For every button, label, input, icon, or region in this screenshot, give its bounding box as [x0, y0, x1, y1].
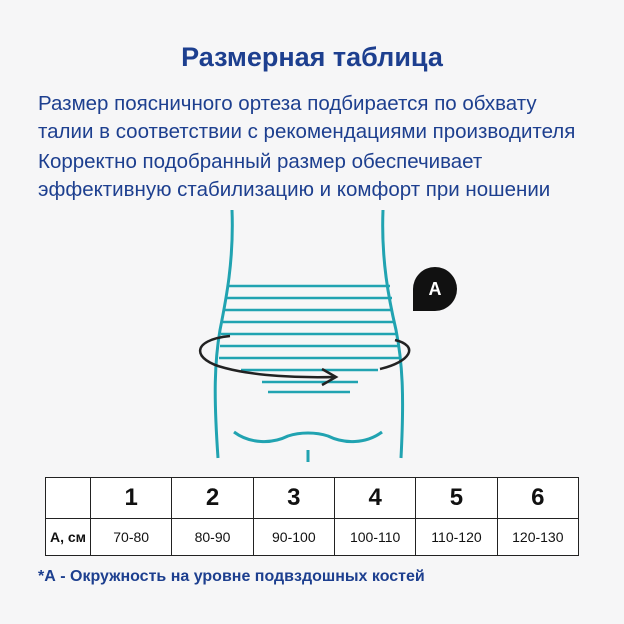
range-cell: 90-100 — [253, 519, 334, 556]
row-label: А, см — [46, 519, 91, 556]
range-cell: 100-110 — [334, 519, 415, 556]
size-cell: 2 — [172, 478, 253, 519]
intro-line-1: Размер поясничного ортеза подбирается по обхвату — [38, 92, 537, 115]
page-title: Размерная таблица — [181, 42, 443, 72]
badge-a-label: A — [428, 278, 442, 299]
pelvis-curve — [234, 432, 382, 442]
measure-arrow-tail — [380, 340, 409, 369]
benefit-line-2: эффективную стабилизацию и комфорт при ношении — [38, 178, 551, 201]
range-cell: 110-120 — [416, 519, 497, 556]
size-cell: 3 — [253, 478, 334, 519]
benefit-line-1: Корректно подобранный размер обеспечивает — [38, 150, 483, 173]
measurement-row — [46, 519, 579, 556]
size-table — [45, 477, 579, 556]
size-cell: 1 — [91, 478, 172, 519]
range-cell: 70-80 — [91, 519, 172, 556]
range-cell: 80-90 — [172, 519, 253, 556]
intro-line-2: талии в соответствии с рекомендациями производителя — [38, 120, 576, 143]
size-header-row — [46, 478, 579, 519]
size-cell: 6 — [497, 478, 578, 519]
range-cell: 120-130 — [497, 519, 578, 556]
table-corner-cell — [46, 478, 91, 519]
size-cell: 4 — [334, 478, 415, 519]
size-cell: 5 — [416, 478, 497, 519]
footnote: *А - Окружность на уровне подвздошных костей — [38, 568, 425, 585]
